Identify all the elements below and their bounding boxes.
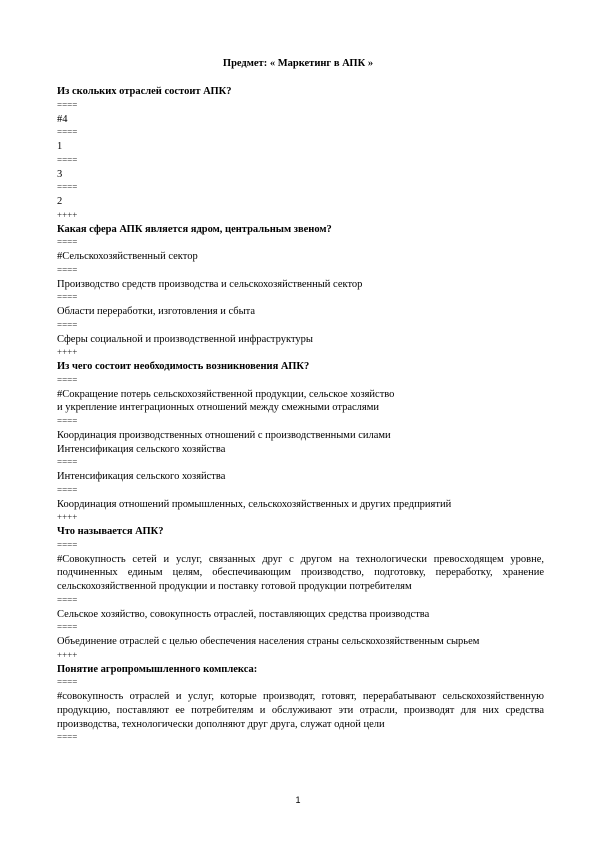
answer-option: #совокупность отраслей и услуг, которые производят, готовят, перерабатывают сельскохозяйственную продукцию, поставляют ее потребителям и обслуживают эти отрасли, производят для них средства производства, технологически дополняют друг друга, служат одной цели — [57, 691, 544, 730]
separator: ==== — [57, 457, 78, 468]
answer-option: Сферы социальной и производственной инфраструктуры — [57, 333, 313, 345]
separator: ==== — [57, 622, 78, 633]
answer-option: Координация производственных отношений с производственными силами Интенсификация сельского хозяйства — [57, 429, 391, 455]
separator: ==== — [57, 154, 78, 165]
separator: ==== — [57, 677, 78, 688]
answer-option: 3 — [57, 168, 63, 180]
question-end-marker: ==== — [57, 732, 78, 743]
separator: ==== — [57, 484, 78, 495]
question-2-text: Какая сфера АПК является ядром, центральным звеном? — [57, 223, 332, 235]
question-end-marker: ++++ — [57, 512, 78, 523]
answer-option: Интенсификация сельского хозяйства — [57, 471, 226, 482]
answer-option: Сельское хозяйство, совокупность отраслей, поставляющих средства производства — [57, 608, 430, 620]
document-title: Предмет: « Маркетинг в АПК » — [222, 58, 374, 69]
answer-option: #Сельскохозяйственный сектор — [57, 251, 198, 262]
separator: ==== — [57, 416, 78, 426]
question-5-text: Понятие агропромышленного комплекса: — [57, 663, 258, 675]
page-number: 1 — [295, 795, 301, 805]
separator: ==== — [57, 237, 78, 248]
question-1-text: Из скольких отраслей состоит АПК? — [57, 86, 232, 97]
answer-option: Области переработки, изготовления и сбыта — [57, 306, 256, 317]
answer-option: #Совокупность сетей и услуг, связанных друг с другом на технологически превосходящем уровне, подчиненных единым целям, обеспечивающим производство, подготовку, переработку, хранение сельскохозяйственной продукции и поставку готовой продукции потребителям — [57, 553, 544, 592]
separator: ==== — [57, 182, 78, 193]
answer-option: #4 — [57, 113, 68, 125]
question-end-marker: ++++ — [57, 209, 78, 220]
separator: ==== — [57, 99, 78, 110]
question-end-marker: ++++ — [57, 347, 78, 358]
answer-option: Производство средств производства и сельскохозяйственный сектор — [57, 278, 363, 290]
separator: ==== — [57, 539, 78, 550]
answer-option: Координация отношений промышленных, сельскохозяйственных и других предприятий — [57, 498, 452, 510]
answer-option: 2 — [57, 196, 63, 207]
question-end-marker: ++++ — [57, 649, 78, 660]
separator: ==== — [57, 319, 78, 330]
separator: ==== — [57, 127, 78, 138]
question-list — [57, 85, 544, 745]
question-3-text: Из чего состоит необходимость возникновения АПК? — [57, 361, 310, 372]
answer-option: 1 — [57, 141, 63, 152]
answer-option: #Сокращение потерь сельскохозяйственной продукции, сельское хозяйство и укрепление интеграционных отношений между смежными отраслями — [57, 388, 395, 414]
separator: ==== — [57, 594, 78, 605]
separator: ==== — [57, 292, 78, 303]
answer-option: Объединение отраслей с целью обеспечения населения страны сельскохозяйственным сырьем — [57, 636, 480, 647]
separator: ==== — [57, 374, 78, 385]
separator: ==== — [57, 264, 78, 275]
question-4-text: Что называется АПК? — [57, 526, 164, 537]
